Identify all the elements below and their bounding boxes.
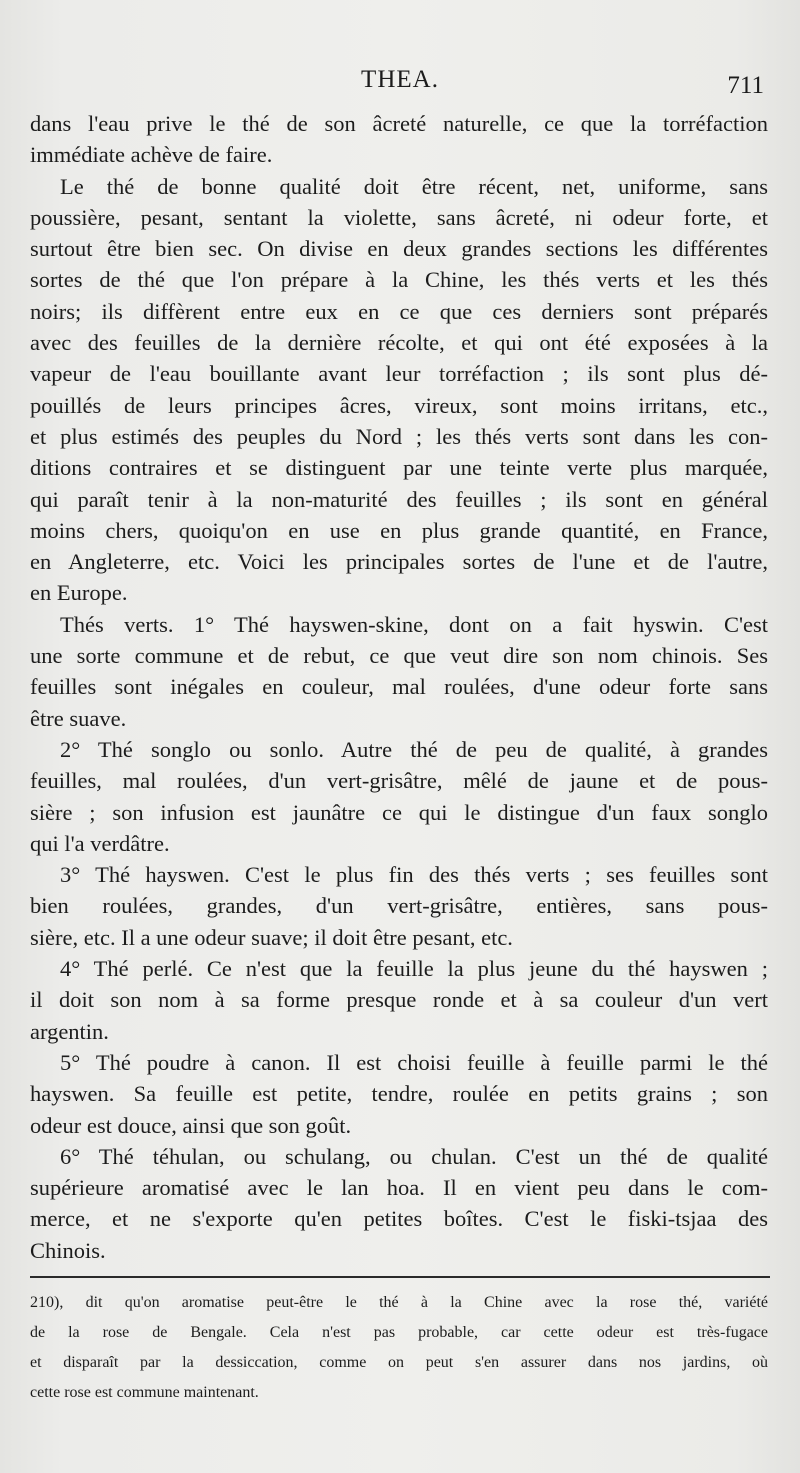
body-line: qui paraît tenir à la non-maturité des feuilles ; ils sont en général — [30, 486, 768, 512]
body-line: 5° Thé poudre à canon. Il est choisi feuille à feuille parmi le thé — [60, 1049, 768, 1075]
body-line: supérieure aromatisé avec le lan hoa. Il en vient peu dans le com- — [30, 1175, 768, 1201]
body-line: 6° Thé téhulan, ou schulang, ou chulan. C'est un thé de qualité — [60, 1143, 768, 1169]
page-number: 711 — [727, 72, 764, 99]
body-line: il doit son nom à sa forme presque ronde et à sa couleur d'un vert — [30, 987, 768, 1013]
body-line: avec des feuilles de la dernière récolte, et qui ont été exposées à la — [30, 330, 768, 356]
footnote-rule — [30, 1276, 770, 1278]
body-line: odeur est douce, ainsi que son goût. — [30, 1112, 352, 1138]
footnote-line: de la rose de Bengale. Cela n'est pas probable, car cette odeur est très-fugace — [30, 1324, 768, 1341]
footnote-line: cette rose est commune maintenant. — [30, 1384, 259, 1401]
body-line: bien roulées, grandes, d'un vert-grisâtre, entières, sans pous- — [30, 893, 768, 919]
body-line: Thés verts. 1° Thé hayswen-skine, dont on a fait hyswin. C'est — [60, 611, 768, 637]
running-title: THEA. — [361, 66, 439, 93]
footnote-line: et disparaît par la dessiccation, comme on peut s'en assurer dans nos jardins, où — [30, 1354, 768, 1371]
body-line: sière ; son infusion est jaunâtre ce qui le distingue d'un faux songlo — [30, 799, 768, 825]
body-line: argentin. — [30, 1018, 109, 1044]
body-line: hayswen. Sa feuille est petite, tendre, roulée en petits grains ; son — [30, 1081, 768, 1107]
body-line: vapeur de l'eau bouillante avant leur torréfaction ; ils sont plus dé- — [30, 361, 768, 387]
body-line: et plus estimés des peuples du Nord ; les thés verts sont dans les con- — [30, 423, 768, 449]
body-line: feuilles sont inégales en couleur, mal roulées, d'une odeur forte sans — [30, 674, 768, 700]
body-line: en Europe. — [30, 580, 128, 606]
body-line: 2° Thé songlo ou sonlo. Autre thé de peu de qualité, à grandes — [60, 736, 768, 762]
body-line: sortes de thé que l'on prépare à la Chine, les thés verts et les thés — [30, 267, 768, 293]
running-head — [0, 66, 800, 102]
body-line: ditions contraires et se distinguent par une teinte verte plus marquée, — [30, 455, 768, 481]
body-line: 4° Thé perlé. Ce n'est que la feuille la plus jeune du thé hayswen ; — [60, 956, 768, 982]
body-line: qui l'a verdâtre. — [30, 830, 170, 856]
body-line: pouillés de leurs principes âcres, vireux, sont moins irritans, etc., — [30, 392, 768, 418]
footnote-line: 210), dit qu'on aromatise peut-être le thé à la Chine avec la rose thé, variété — [30, 1294, 768, 1311]
body-line: poussière, pesant, sentant la violette, sans âcreté, ni odeur forte, et — [30, 204, 768, 230]
body-line: Chinois. — [30, 1237, 106, 1263]
body-line: une sorte commune et de rebut, ce que veut dire son nom chinois. Ses — [30, 643, 768, 669]
body-line: dans l'eau prive le thé de son âcreté naturelle, ce que la torréfaction — [30, 111, 768, 136]
body-text — [30, 108, 768, 1266]
body-line: moins chers, quoiqu'on en use en plus grande quantité, en France, — [30, 517, 768, 543]
body-line: immédiate achève de faire. — [30, 142, 273, 168]
body-line: Le thé de bonne qualité doit être récent, net, uniforme, sans — [60, 173, 768, 199]
body-line: feuilles, mal roulées, d'un vert-grisâtre, mêlé de jaune et de pous- — [30, 768, 768, 794]
body-line: sière, etc. Il a une odeur suave; il doit être pesant, etc. — [30, 924, 513, 950]
body-line: 3° Thé hayswen. C'est le plus fin des thés verts ; ses feuilles sont — [60, 862, 768, 888]
body-line: être suave. — [30, 705, 127, 731]
body-line: surtout être bien sec. On divise en deux grandes sections les différentes — [30, 236, 768, 262]
body-line: en Angleterre, etc. Voici les principales sortes de l'une et de l'autre, — [30, 549, 768, 575]
body-line: merce, et ne s'exporte qu'en petites boîtes. C'est le fiski-tsjaa des — [30, 1206, 768, 1232]
body-line: noirs; ils diffèrent entre eux en ce que ces derniers sont préparés — [30, 298, 768, 324]
footnote — [30, 1288, 768, 1408]
